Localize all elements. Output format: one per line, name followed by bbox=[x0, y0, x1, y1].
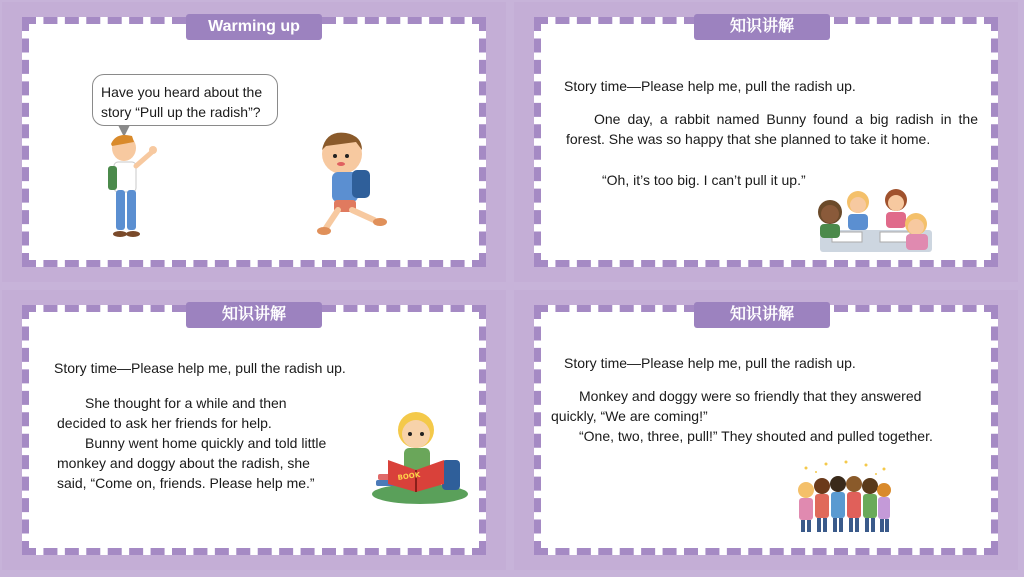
slide-frame bbox=[22, 17, 486, 267]
speech-bubble bbox=[92, 74, 278, 126]
story-heading: Story time—Please help me, pull the radish up. bbox=[54, 360, 346, 376]
slide-2[interactable] bbox=[514, 2, 1018, 282]
bubble-line: Have you heard about the bbox=[101, 84, 263, 100]
slide-3[interactable] bbox=[2, 290, 506, 570]
story-line: She thought for a while and then bbox=[85, 395, 287, 411]
story-paragraph bbox=[551, 386, 981, 446]
slide-4[interactable] bbox=[514, 290, 1018, 570]
story-quote: “Oh, it’s too big. I can’t pull it up.” bbox=[602, 172, 806, 188]
kids-group-illustration bbox=[792, 460, 896, 536]
book-label: BOOK bbox=[397, 470, 421, 482]
story-line: Bunny went home quickly and told little bbox=[85, 435, 327, 451]
story-line: monkey and doggy about the radish, she bbox=[57, 455, 310, 471]
story-paragraph: One day, a rabbit named Bunny found a big radish in the forest. She was so happy that she planned to take it home. bbox=[566, 111, 978, 147]
slide-title: 知识讲解 bbox=[694, 302, 830, 328]
story-line: decided to ask her friends for help. bbox=[57, 415, 272, 431]
slide-title: Warming up bbox=[186, 14, 322, 40]
story-line: said, “Come on, friends. Please help me.” bbox=[57, 475, 315, 491]
bubble-line: story “Pull up the radish”? bbox=[101, 104, 261, 120]
slide-title: 知识讲解 bbox=[694, 14, 830, 40]
slide-title: 知识讲解 bbox=[186, 302, 322, 328]
story-paragraph bbox=[57, 393, 387, 493]
story-line: Monkey and doggy were so friendly that they answered bbox=[579, 388, 922, 404]
kids-studying-illustration bbox=[810, 186, 942, 256]
running-boy-illustration bbox=[316, 130, 392, 240]
story-line: “One, two, three, pull!” They shouted and pulled together. bbox=[579, 428, 933, 444]
waving-boy-illustration bbox=[102, 130, 162, 242]
story-heading: Story time—Please help me, pull the radish up. bbox=[564, 355, 856, 371]
story-line: quickly, “We are coming!” bbox=[551, 408, 708, 424]
story-heading: Story time—Please help me, pull the radish up. bbox=[564, 78, 856, 94]
boy-reading-illustration bbox=[370, 410, 470, 506]
slide-1[interactable] bbox=[2, 2, 506, 282]
